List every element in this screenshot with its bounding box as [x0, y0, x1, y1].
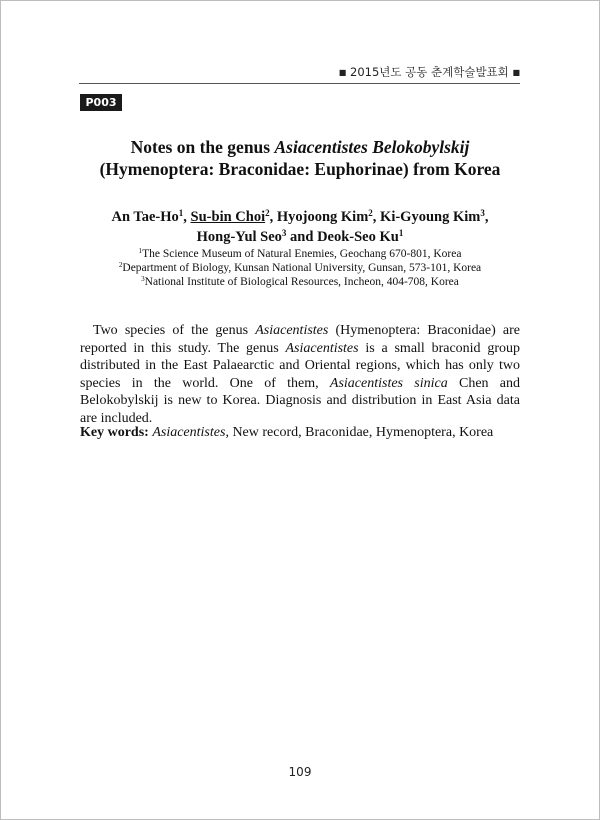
title-line1-prefix: Notes on the genus: [130, 137, 275, 157]
header-bullet-left: ■: [338, 68, 347, 77]
author-separator: ,: [269, 209, 277, 225]
keywords-label: Key words:: [80, 425, 149, 440]
author-4-affil: 3: [480, 208, 485, 219]
title-line1-italic: Asiacentistes Belokobylskij: [274, 137, 470, 157]
author-3: Hyojoong Kim: [276, 209, 369, 225]
keywords-rest: , New record, Braconidae, Hymenoptera, Korea: [225, 425, 494, 440]
header-text: 2015년도 공동 춘계학술발표회: [350, 65, 509, 79]
author-6: Deok-Seo Ku: [317, 229, 399, 245]
affiliation-2: $^2$Department of Biology, Kunsan National University, Gunsan, 573-101, Korea: [118, 261, 482, 274]
abstract-paragraph: Two species of the genus Asiacentistes (Hymenoptera: Braconidae) are reported in this study. The genus Asiacentistes is a small braconid group distributed in the East Palaearctic and Oriental regions, which has only two species in the world. One of them, Asiacentistes sinica Chen and Belokobylskij is new to Korea. Diagnosis and distribution in East Asia data are included.: [80, 323, 521, 426]
author-separator: ,: [484, 209, 489, 225]
author-2-affil: 2: [265, 208, 270, 219]
author-separator: ,: [183, 209, 191, 225]
affiliation-1: $^1$The Science Museum of Natural Enemies, Geochang 670-801, Korea: [138, 247, 462, 260]
affiliations: [80, 247, 520, 289]
author-5-affil: 3: [281, 228, 287, 239]
keywords-italic: Asiacentistes: [152, 425, 226, 440]
running-header: [79, 64, 520, 84]
keywords: [80, 424, 520, 442]
author-5: Hong-Yul Seo: [196, 229, 282, 245]
poster-id-badge: P003: [80, 94, 122, 111]
author-and: and: [286, 229, 318, 245]
author-3-affil: 2: [368, 208, 373, 219]
header-bullet-right: ■: [512, 68, 520, 77]
affiliation-3: $^3$National Institute of Biological Resources, Incheon, 404-708, Korea: [141, 275, 459, 288]
author-2-presenter: Su-bin Choi: [190, 209, 266, 225]
author-list: [80, 207, 520, 247]
paper-title: [80, 136, 520, 180]
title-line2: (Hymenoptera: Braconidae: Euphorinae) from Korea: [99, 159, 501, 179]
author-separator: ,: [372, 209, 381, 225]
author-4: Ki-Gyoung Kim: [380, 209, 481, 225]
author-6-affil: 1: [398, 228, 404, 239]
author-1-affil: 1: [178, 208, 184, 219]
author-1: An Tae-Ho: [111, 209, 179, 225]
page-number: 109: [288, 765, 312, 779]
